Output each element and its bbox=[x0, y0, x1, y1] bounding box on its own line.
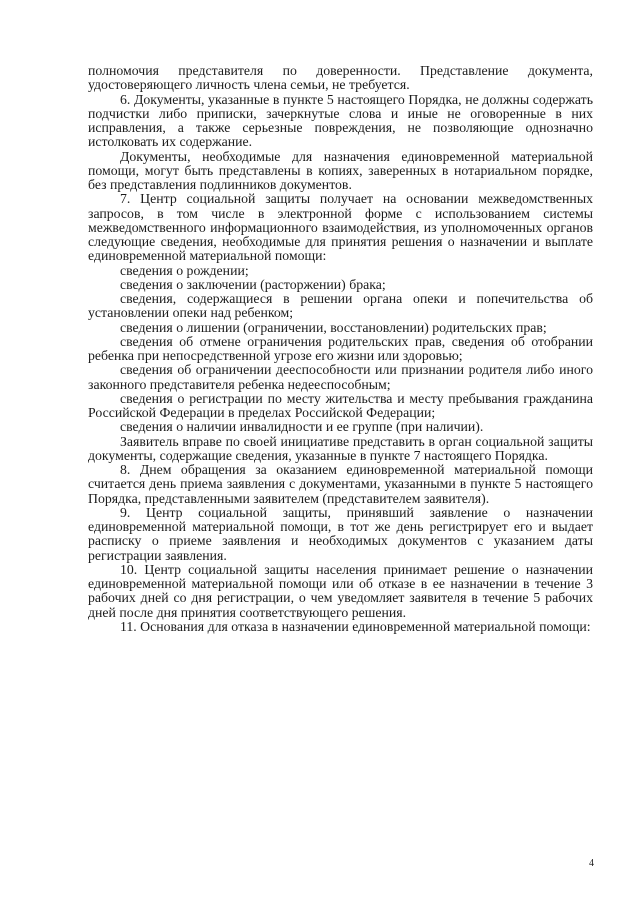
paragraph: сведения о заключении (расторжении) брака; bbox=[120, 276, 386, 292]
paragraph: сведения о рождении; bbox=[120, 262, 249, 278]
paragraph: 8. Днем обращения за оказанием единовременной материальной помощи считается день приема заявления с документами, указанными в пункте 5 настоящего Порядка, представленными заявителем (представителем заявителя). bbox=[88, 462, 593, 506]
paragraph: сведения о наличии инвалидности и ее группе (при наличии). bbox=[120, 419, 484, 435]
paragraph: Заявитель вправе по своей инициативе представить в орган социальной защиты документы, содержащие сведения, указанные в пункте 7 настоящего Порядка. bbox=[88, 433, 593, 463]
paragraph: Документы, необходимые для назначения единовременной материальной помощи, могут быть представлены в копиях, заверенных в нотариальном порядке, без представления подлинников документов. bbox=[88, 148, 593, 192]
paragraph: полномочия представителя по доверенности. Представление документа, удостоверяющего личность члена семьи, не требуется. bbox=[88, 63, 593, 93]
paragraph: сведения о лишении (ограничении, восстановлении) родительских прав; bbox=[120, 319, 547, 335]
paragraph: 7. Центр социальной защиты получает на основании межведомственных запросов, в том числе в электронной форме с использованием системы межведомственного информационного взаимодействия, из уполномоченных органов следующие сведения, необходимые для принятия решения о назначении и выплате единовременной материальной помощи: bbox=[88, 191, 593, 264]
paragraph: сведения, содержащиеся в решении органа опеки и попечительства об установлении опеки над ребенком; bbox=[88, 291, 593, 321]
paragraph: сведения об отмене ограничения родительских прав, сведения об отобрании ребенка при непосредственной угрозе его жизни или здоровью; bbox=[88, 333, 593, 363]
paragraph: 6. Документы, указанные в пункте 5 настоящего Порядка, не должны содержать подчистки либо приписки, зачеркнутые слова и иные не оговоренные в них исправления, а также серьезные повреждения, не позволяющие однозначно истолковать их содержание. bbox=[88, 91, 593, 150]
paragraph: 9. Центр социальной защиты, принявший заявление о назначении единовременной материальной помощи, в тот же день регистрирует его и выдает расписку о приеме заявления и необходимых документов с указанием даты регистрации заявления. bbox=[88, 504, 593, 563]
page-number: 4 bbox=[589, 858, 594, 869]
paragraph: сведения о регистрации по месту жительства и месту пребывания гражданина Российской Федерации в пределах Российской Федерации; bbox=[88, 390, 593, 420]
paragraph: сведения об ограничении дееспособности или признании родителя либо иного законного представителя ребенка недееспособным; bbox=[88, 362, 593, 392]
document-body bbox=[88, 64, 593, 634]
paragraph: 10. Центр социальной защиты населения принимает решение о назначении единовременной материальной помощи или об отказе в ее назначении в течение 3 рабочих дней со дня регистрации, о чем уведомляет заявителя в течение 5 рабочих дней после дня принятия соответствующего решения. bbox=[88, 561, 593, 620]
paragraph: 11. Основания для отказа в назначении единовременной материальной помощи: bbox=[120, 618, 591, 634]
